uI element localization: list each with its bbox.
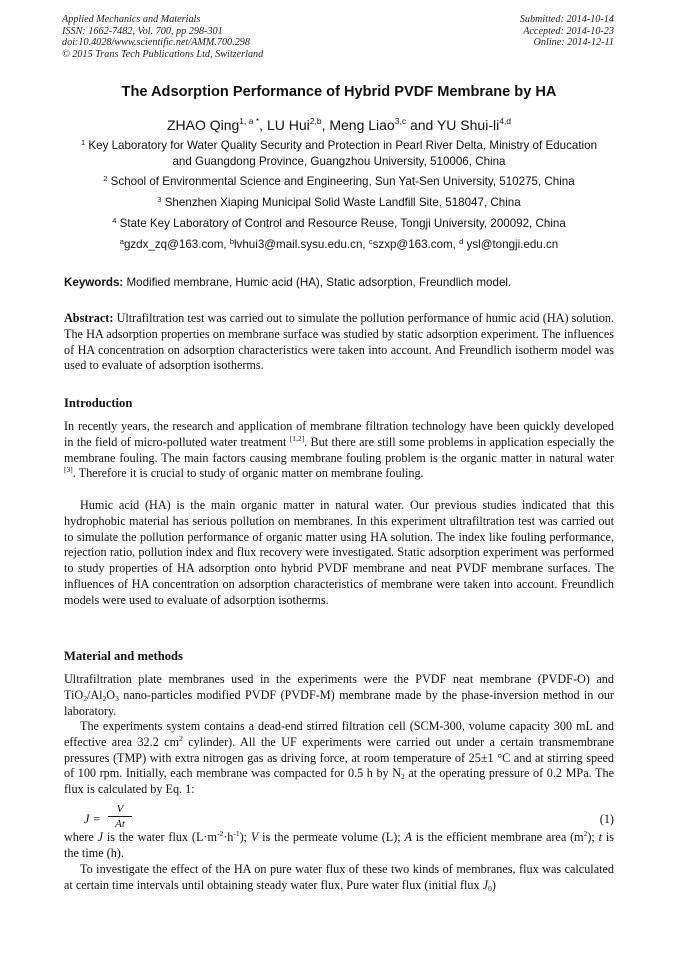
affiliation-text: and Guangdong Province, Guangzhou University, 510006, China [172, 155, 506, 168]
methods-paragraph-1 [64, 672, 614, 719]
section-heading-introduction: Introduction [64, 396, 133, 410]
text-run: cylinder). All the UF experiments were carried out under a certain transmembrane pressures (TMP) with extra nitrogen gas as driving force, at room temperature of 25±1 °C and at stirring speed of 100 rpm. Initially, each membrane was compacted for 0.5 h by N [64, 734, 614, 781]
text-run: The experiments system contains a dead-end stirred filtration cell (SCM-300, volume capacity 300 mL and effective area 32.2 cm [64, 719, 614, 749]
symbol: V [250, 830, 259, 844]
text-run: at the operating pressure of 0.2 MPa. The flux is calculated by Eq. 1: [64, 766, 614, 797]
equation-numerator: V [108, 803, 132, 817]
affiliation-1 [40, 138, 638, 170]
author-name: LU Hui [266, 117, 310, 133]
email-link[interactable]: ysl@tongji.edu.cn [463, 238, 559, 251]
online-date: Online: 2014-12-11 [533, 37, 614, 48]
citation[interactable]: [3] [64, 465, 73, 475]
text-run: /Al [86, 687, 103, 702]
issn-line: ISSN: 1662-7482, Vol. 700, pp 298-301 [62, 25, 223, 37]
equation-number: (1) [599, 812, 614, 826]
methods-paragraph-3 [64, 830, 614, 862]
email-sup: d [459, 237, 464, 246]
superscript: -2 [216, 829, 224, 838]
subscript: 2 [401, 772, 405, 782]
symbol: A [404, 830, 412, 844]
submitted-date: Submitted: 2014-10-14 [519, 14, 614, 25]
equation-denominator: At [115, 818, 125, 830]
text-run: is the water flux (L·m [103, 830, 217, 844]
journal-header [62, 14, 263, 60]
intro-paragraph-2: Humic acid (HA) is the main organic matter in natural water. Our previous studies indicated that this hydrophobic material has serious pollution on membranes. In this experiment ultrafiltration test was carried out to simulate the pollution performance of organic matter using HA solution. The index like fouling performance, rejection ratio, pollution index and flux recovery were investigated. Static adsorption experiment was performed to study properties of HA adsorption onto hybrid PVDF membrane and neat PVDF membrane surfaces. The influences of HA concentration on adsorption characteristics of membrane were taken into account. Freundlich models were used to evaluate of adsorption isotherms. [64, 498, 614, 607]
text-run: is the time (h). [64, 830, 614, 860]
email-link[interactable]: lvhui3@mail.sysu.edu.cn, [233, 238, 369, 251]
superscript: 2 [179, 733, 183, 743]
affiliation-text: School of Environmental Science and Engineering, Sun Yat-Sen University, 510275, China [110, 175, 575, 188]
accepted-date: Accepted: 2014-10-23 [523, 25, 614, 37]
text-run: ·h [223, 830, 234, 844]
affiliation-2 [40, 174, 638, 190]
text-run: ); [587, 830, 599, 844]
doi-line[interactable]: doi:10.4028/www.scientific.net/AMM.700.298 [62, 37, 250, 48]
symbol: J [97, 830, 104, 844]
abstract-label: Abstract: [64, 311, 114, 325]
text-run: . But there are still some problems in application especially the membrane fouling. The main factors causing membrane fouling problem is the organic matter in natural water [64, 434, 614, 465]
superscript: 2 [583, 829, 588, 838]
affiliation-text: State Key Laboratory of Control and Resource Reuse, Tongji University, 200092, China [119, 217, 566, 230]
author-name: ZHAO Qing [166, 117, 240, 133]
text-run: To investigate the effect of the HA on pure water flux of these two kinds of membranes, flux was calculated at certain time intervals until obtaining steady water flux. Pure water flux (initial flux [64, 862, 614, 892]
affiliation-text: Shenzhen Xiaping Municipal Solid Waste Landfill Site, 518047, China [164, 196, 521, 209]
equation-lhs: J = [84, 812, 101, 826]
superscript: -1 [233, 829, 240, 838]
journal-name: Applied Mechanics and Materials [62, 14, 201, 25]
keywords-text: Modified membrane, Humic acid (HA), Static adsorption, Freundlich model. [123, 276, 512, 289]
text-run: nano-particles modified PVDF (PVDF-M) membrane made by the phase-inversion method in our laboratory. [64, 687, 614, 718]
methods-paragraph-2 [64, 719, 614, 798]
paper-title: The Adsorption Performance of Hybrid PVDF Membrane by HA [121, 84, 557, 100]
subscript: 2 [102, 693, 107, 703]
keywords-label: Keywords: [64, 276, 124, 289]
dates-header [520, 14, 614, 49]
text-run: ) [491, 877, 496, 892]
author-sep: , [321, 117, 330, 133]
methods-paragraph-4 [64, 862, 614, 894]
affiliation-number: 2 [103, 174, 108, 183]
keywords [64, 275, 614, 291]
subscript: 3 [115, 693, 119, 703]
author-sup: 4,d [499, 116, 512, 126]
author-sup: 2,b [309, 116, 322, 126]
copyright-line: © 2015 Trans Tech Publications Ltd, Switzerland [62, 48, 264, 60]
symbol: J [482, 877, 489, 892]
affiliation-number: 1 [80, 138, 86, 147]
author-name: YU Shui-li [436, 117, 500, 133]
affiliation-3 [40, 195, 638, 211]
author-sep: and [406, 117, 437, 133]
author-sep: , [259, 117, 267, 133]
text-run: O [106, 687, 116, 702]
subscript: 2 [83, 693, 87, 703]
intro-paragraph-1 [64, 419, 614, 482]
abstract [64, 311, 614, 374]
email-link[interactable]: szxp@163.com, [372, 238, 460, 251]
text-run: where [64, 830, 98, 844]
subscript: 0 [488, 883, 492, 893]
section-heading-methods: Material and methods [64, 649, 183, 663]
affiliation-4 [40, 216, 638, 232]
citation[interactable]: [1,2] [289, 433, 305, 443]
author-sup: 1, a * [239, 116, 260, 126]
text-run: In recently years, the research and application of membrane filtration technology have been quickly developed in the field of micro-polluted water treatment [64, 419, 614, 449]
affiliation-text: Key Laboratory for Water Quality Security and Protection in Pearl River Delta, Ministry of Education [88, 139, 598, 152]
affiliation-number: 3 [157, 195, 162, 204]
email-sup: a [119, 237, 124, 246]
email-sup: c [368, 237, 373, 246]
email-sup: b [229, 237, 234, 246]
text-run: is the efficient membrane area (m [411, 830, 584, 844]
email-list [40, 237, 638, 253]
symbol: t [598, 830, 603, 844]
author-sup: 3,c [394, 116, 407, 126]
abstract-text: Ultrafiltration test was carried out to simulate the pollution performance of humic acid (HA) solution. The HA adsorption properties on membrane surface was studied by static adsorption experiment. The influences of HA concentration on adsorption characteristics were taken into account. And Freundlich isotherm model was used to evaluate of adsorption isotherms. [64, 311, 614, 373]
equation-1 [64, 803, 614, 833]
email-link[interactable]: gzdx_zq@163.com, [123, 238, 230, 251]
text-run: is the permeate volume (L); [258, 830, 405, 844]
author-list [0, 117, 678, 133]
text-run: . Therefore it is crucial to study of organic matter on membrane fouling. [72, 466, 424, 481]
equation-fraction [108, 803, 132, 831]
affiliation-number: 4 [112, 216, 117, 225]
text-run: Ultrafiltration plate membranes used in the experiments were the PVDF neat membrane (PVDF-O) and TiO [64, 672, 614, 702]
author-name: Meng Liao [329, 117, 395, 133]
text-run: ); [239, 830, 251, 844]
